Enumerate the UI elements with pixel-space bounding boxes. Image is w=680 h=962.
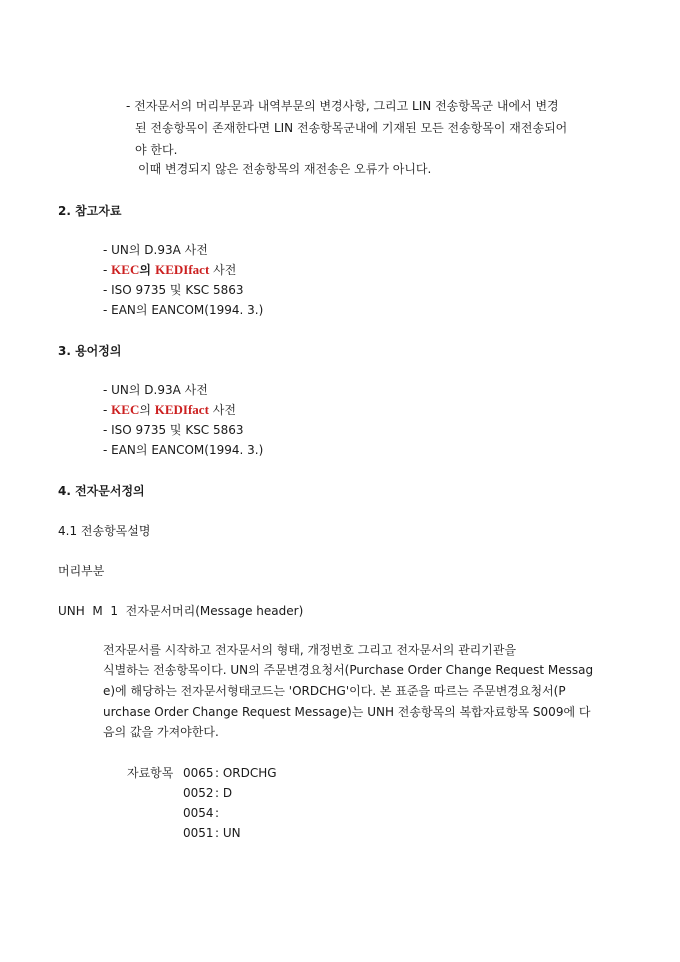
- unh-segment-title: UNH M 1 전자문서머리(Message header): [58, 604, 304, 618]
- section-3-heading: 3. 용어정의: [58, 344, 122, 358]
- s2-item-2: [103, 262, 236, 278]
- s3-item-3: - ISO 9735 및 KSC 5863: [103, 423, 244, 437]
- section-4-heading: 4. 전자문서정의: [58, 484, 145, 498]
- subsection-4-1: 4.1 전송항목설명: [58, 524, 151, 538]
- kec-text: KEC: [111, 402, 140, 417]
- s2-item-2-post: 사전: [209, 263, 237, 277]
- data-value: : D: [215, 786, 233, 800]
- kedifact-text: KEDIfact: [155, 262, 210, 277]
- s3-item-2-post: 사전: [208, 403, 236, 417]
- kec-text: KEC: [111, 262, 140, 277]
- para-line-5: 음의 값을 가져야한다.: [103, 725, 219, 739]
- s2-item-4: - EAN의 EANCOM(1994. 3.): [103, 303, 264, 317]
- s2-item-2-mid: 의: [139, 263, 156, 277]
- s3-item-1: - UN의 D.93A 사전: [103, 383, 208, 397]
- s3-item-2-mid: 의: [139, 403, 155, 417]
- para-line-2: 식별하는 전송항목이다. UN의 주문변경요청서(Purchase Order Change Request Messag: [103, 663, 594, 677]
- intro-line-4: 이때 변경되지 않은 전송항목의 재전송은 오류가 아니다.: [138, 162, 432, 176]
- data-code: 0065: [183, 766, 214, 780]
- s2-item-3: - ISO 9735 및 KSC 5863: [103, 283, 244, 297]
- part-title: 머리부분: [58, 564, 105, 578]
- data-value: : ORDCHG: [215, 766, 277, 780]
- section-2-heading: 2. 참고자료: [58, 204, 122, 218]
- data-value: : UN: [215, 826, 241, 840]
- para-line-4: urchase Order Change Request Message)는 UNH 전송항목의 복합자료항목 S009에 다: [103, 705, 591, 719]
- data-value: :: [215, 806, 220, 820]
- kedifact-text: KEDIfact: [154, 402, 209, 417]
- s3-item-2-dash: -: [103, 403, 112, 417]
- data-element-label: 자료항목: [127, 766, 174, 780]
- s2-item-2-dash: -: [103, 263, 112, 277]
- intro-line-3: 야 한다.: [135, 143, 178, 157]
- data-code: 0051: [183, 826, 214, 840]
- para-line-1: 전자문서를 시작하고 전자문서의 형태, 개정번호 그리고 전자문서의 관리기관을: [103, 643, 517, 657]
- s3-item-4: - EAN의 EANCOM(1994. 3.): [103, 443, 264, 457]
- intro-line-1: - 전자문서의 머리부문과 내역부문의 변경사항, 그리고 LIN 전송항목군 내에서 변경: [126, 99, 559, 113]
- intro-line-2: 된 전송항목이 존재한다면 LIN 전송항목군내에 기재된 모든 전송항목이 재전송되어: [135, 121, 568, 135]
- data-code: 0052: [183, 786, 214, 800]
- data-code: 0054: [183, 806, 214, 820]
- s2-item-1: - UN의 D.93A 사전: [103, 243, 208, 257]
- s3-item-2: [103, 402, 236, 418]
- para-line-3: e)에 해당하는 전자문서형태코드는 'ORDCHG'이다. 본 표준을 따르는 주문변경요청서(P: [103, 684, 566, 698]
